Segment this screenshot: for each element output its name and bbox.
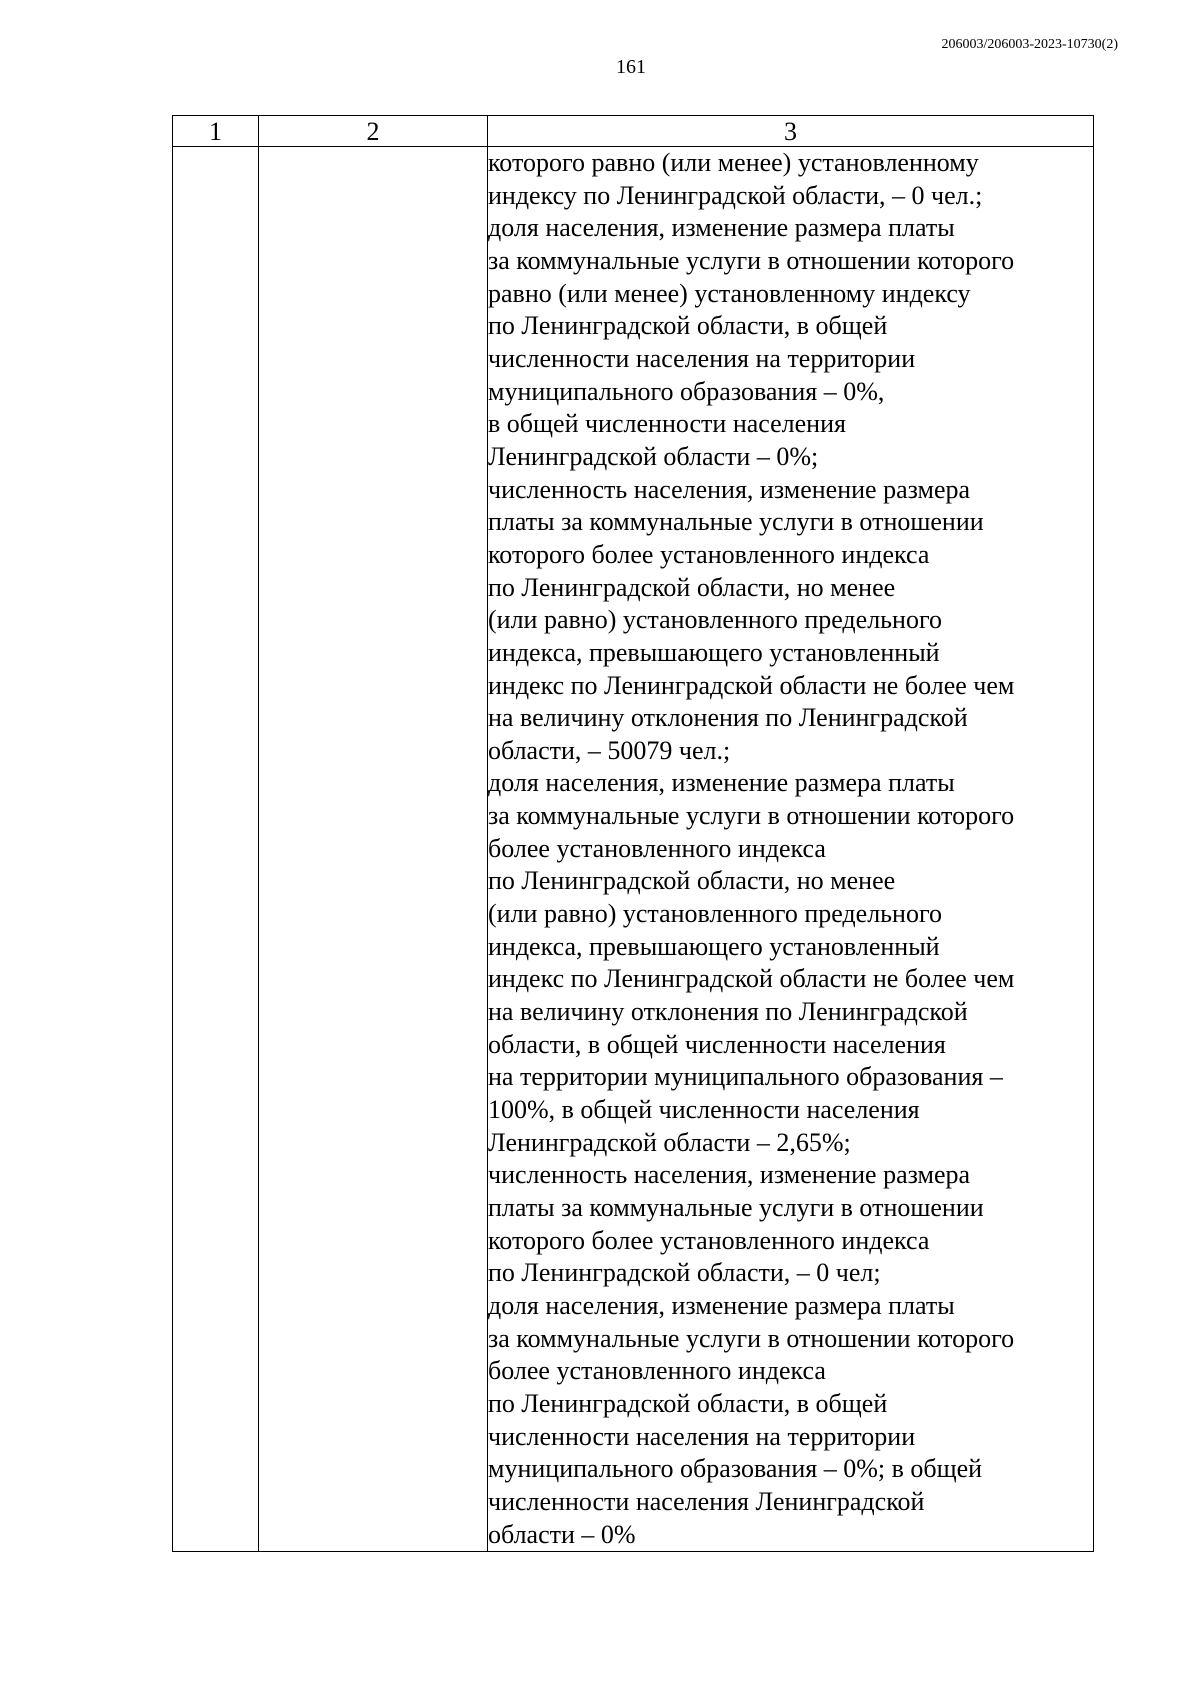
text-line: платы за коммунальные услуги в отношении	[488, 507, 984, 537]
column-header-3: 3	[488, 116, 1094, 147]
text-line: численность населения, изменение размера	[488, 1160, 971, 1190]
text-line: по Ленинградской области, но менее	[488, 572, 896, 602]
table-row	[173, 147, 1094, 1552]
text-line: численность населения, изменение размера	[488, 474, 971, 504]
text-line: по Ленинградской области, в общей	[488, 311, 888, 341]
text-line: области, – 50079 чел.;	[488, 735, 731, 765]
text-line: доля населения, изменение размера платы	[488, 1290, 955, 1320]
table-header-row	[173, 116, 1094, 147]
text-line: в общей численности населения	[488, 409, 846, 439]
text-line: (или равно) установленного предельного	[488, 605, 942, 635]
column-header-2: 2	[259, 116, 488, 147]
text-line: области, в общей численности населения	[488, 1029, 946, 1059]
text-line: индекс по Ленинградской области не более чем	[488, 670, 1015, 700]
text-line: численности населения на территории	[488, 1421, 916, 1451]
page-number: 161	[616, 56, 646, 78]
text-line: равно (или менее) установленному индексу	[488, 278, 971, 308]
table-cell-col-3	[488, 147, 1094, 1552]
table-cell-col-1	[173, 147, 259, 1552]
text-line: более установленного индекса	[488, 833, 826, 863]
text-line: индекса, превышающего установленный	[488, 637, 940, 667]
text-line: которого более установленного индекса	[488, 539, 930, 569]
text-line: доля населения, изменение размера платы	[488, 768, 955, 798]
text-line: которого равно (или менее) установленному	[488, 148, 979, 177]
text-line: по Ленинградской области, – 0 чел;	[488, 1258, 881, 1288]
text-line: более установленного индекса	[488, 1356, 826, 1386]
document-table	[172, 115, 1094, 1552]
text-line: (или равно) установленного предельного	[488, 899, 942, 929]
text-line: платы за коммунальные услуги в отношении	[488, 1193, 984, 1222]
text-line: 100%, в общей численности населения	[488, 1095, 920, 1125]
text-line: за коммунальные услуги в отношении которого	[488, 1323, 1015, 1353]
text-line: по Ленинградской области, в общей	[488, 1388, 888, 1418]
text-line: за коммунальные услуги в отношении которого	[488, 801, 1015, 831]
table-cell-col-2	[259, 147, 488, 1552]
text-line: на величину отклонения по Ленинградской	[488, 703, 968, 733]
text-line: за коммунальные услуги в отношении которого	[488, 245, 1015, 275]
text-line: области – 0%	[488, 1519, 636, 1549]
text-line: Ленинградской области – 0%;	[488, 441, 819, 471]
document-id: 206003/206003-2023-10730(2)	[941, 37, 1118, 52]
text-line: муниципального образования – 0%,	[488, 376, 885, 406]
text-line: индекс по Ленинградской области не более чем	[488, 964, 1015, 994]
text-line: численности населения Ленинградской	[488, 1486, 925, 1516]
text-line: муниципального образования – 0%; в общей	[488, 1454, 983, 1484]
text-line: на величину отклонения по Ленинградской	[488, 997, 968, 1027]
text-line: на территории муниципального образования –	[488, 1062, 1003, 1092]
column-header-1: 1	[173, 116, 259, 147]
text-line: по Ленинградской области, но менее	[488, 866, 896, 896]
text-line: индекса, превышающего установленный	[488, 931, 940, 961]
text-line: Ленинградской области – 2,65%;	[488, 1127, 851, 1157]
text-line: численности населения на территории	[488, 343, 916, 373]
text-line: доля населения, изменение размера платы	[488, 213, 955, 243]
text-line: которого более установленного индекса	[488, 1225, 930, 1255]
text-line: индексу по Ленинградской области, – 0 чел.;	[488, 180, 983, 210]
